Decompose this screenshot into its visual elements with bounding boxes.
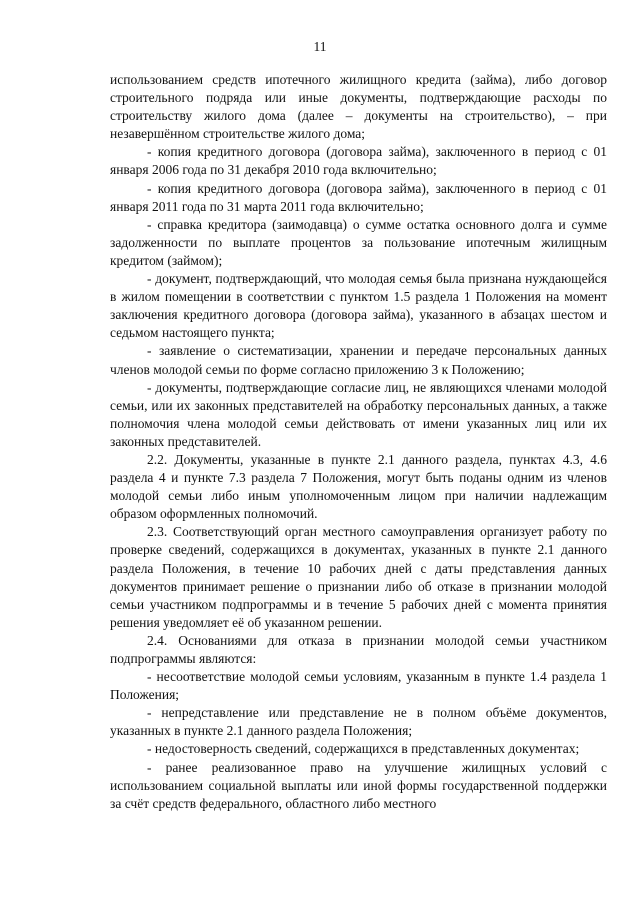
document-body: [110, 71, 607, 813]
list-item-unreliable-info: - недостоверность сведений, содержащихся в представленных документах;: [147, 741, 580, 757]
clause-2-2: 2.2. Документы, указанные в пункте 2.1 данного раздела, пунктах 4.3, 4.6 раздела 4 и пункте 7.3 раздела 7 Положения, могут быть поданы одним из членов молодой семьи либо иным уполномоченным лицом при наличии надлежащим образом оформленных полномочий.: [110, 451, 607, 522]
list-item-nonconformity: - несоответствие молодой семьи условиям, указанным в пункте 1.4 раздела 1 Положения;: [110, 669, 607, 703]
list-item-credit-contract-2006-2010: - копия кредитного договора (договора займа), заключенного в период с 01 января 2006 года по 31 декабря 2010 года включительно;: [110, 144, 607, 178]
list-item-personal-data-statement: - заявление о систематизации, хранении и передаче персональных данных членов молодой семьи по форме согласно приложению 3 к Положению;: [110, 343, 607, 377]
list-item-need-confirmation: - документ, подтверждающий, что молодая семья была признана нуждающейся в жилом помещении в соответствии с пунктом 1.5 раздела 1 Положения на момент заключения кредитного договора (договора займа), указанного в абзацах шестом и седьмом настоящего пункта;: [110, 271, 607, 341]
clause-2-4: 2.4. Основаниями для отказа в признании молодой семьи участником подпрограммы являются:: [110, 632, 607, 666]
list-item-incomplete-documents: - непредставление или представление не в полном объёме документов, указанных в пункте 2.1 данного раздела Положения;: [110, 705, 607, 739]
list-item-previously-used-right: - ранее реализованное право на улучшение жилищных условий с использованием социальной выплаты или иной формы государственной поддержки за счёт средств федерального, областного либо местного: [110, 759, 607, 811]
paragraph-continuation: использованием средств ипотечного жилищного кредита (займа), либо договор строительного подряда или иные документы, подтверждающие расходы по строительству жилого дома (далее – документы на строительство), – при незавершённом строительстве жилого дома;: [110, 72, 607, 142]
list-item-credit-contract-2011: - копия кредитного договора (договора займа), заключенного в период с 01 января 2011 года по 31 марта 2011 года включительно;: [110, 180, 607, 214]
list-item-consent-documents: - документы, подтверждающие согласие лиц, не являющихся членами молодой семьи, или их законных представителей на обработку персональных данных, а также полномочия члена молодой семьи действовать от имени указанных лиц или их законных представителей.: [110, 379, 607, 449]
list-item-creditor-certificate: - справка кредитора (заимодавца) о сумме остатка основного долга и сумме задолженности по выплате процентов за пользование ипотечным жилищным кредитом (займом);: [110, 216, 607, 268]
page-number: 11: [313, 39, 327, 54]
clause-2-3: 2.3. Соответствующий орган местного самоуправления организует работу по проверке сведений, содержащихся в документах, указанных в пункте 2.1 данного раздела Положения, в течение 10 рабочих дней с даты представления данных документов принимает решение о признании либо об отказе в признании молодой семьи участником подпрограммы и в течение 5 рабочих дней с момента принятия решения уведомляет её об указанном решении.: [110, 524, 607, 630]
